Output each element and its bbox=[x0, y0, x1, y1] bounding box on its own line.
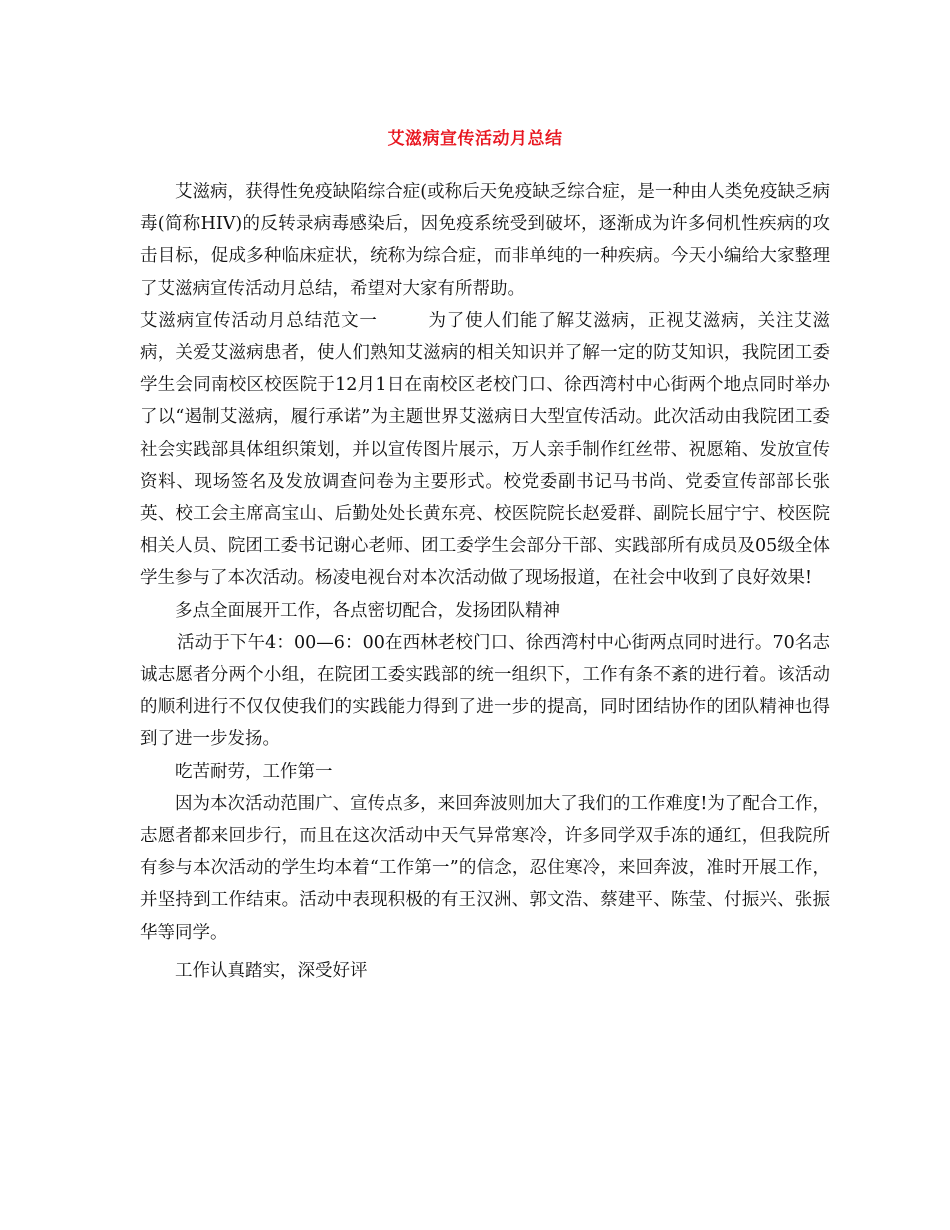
section2-body: 因为本次活动范围广、宣传点多，来回奔波则加大了我们的工作难度!为了配合工作，志愿者都来回步行，而且在这次活动中天气异常寒冷，许多同学双手冻的通红，但我院所有参与本次活动的学生均本着“工作第一”的信念，忍住寒冷，来回奔波，准时开展工作，并坚持到工作结束。活动中表现积极的有王汉洲、郭文浩、蔡建平、陈莹、付振兴、张振华等同学。 bbox=[140, 793, 830, 943]
section2-heading: 吃苦耐劳，工作第一 bbox=[175, 761, 333, 782]
section1-body: 活动于下午4：00—6：00在西林老校门口、徐西湾村中心街两点同时进行。70名志诚志愿者分两个小组，在院团工委实践部的统一组织下，工作有条不紊的进行着。该活动的顺利进行不仅仅使我们的实践能力得到了进一步的提高，同时团结协作的团队精神也得到了进一步发扬。 bbox=[140, 632, 830, 750]
sample-body: 为了使人们能了解艾滋病，正视艾滋病，关注艾滋病，关爱艾滋病患者，使人们熟知艾滋病的相关知识并了解一定的防艾知识，我院团工委学生会同南校区校医院于12月1日在南校区老校门口、徐西湾村中心街两个地点同时举办了以“遏制艾滋病，履行承诺”为主题世界艾滋病日大型宣传活动。此次活动由我院团工委社会实践部具体组织策划，并以宣传图片展示，万人亲手制作红丝带、祝愿箱、发放宣传资料、现场签名及发放调查问卷为主要形式。校党委副书记马书尚、党委宣传部部长张英、校工会主席高宝山、后勤处处长黄东亮、校医院院长赵爱群、副院长屈宁宁、校医院相关人员、院团工委书记谢心老师、团工委学生会部分干部、实践部所有成员及05级全体学生参与了本次活动。杨凌电视台对本次活动做了现场报道，在社会中收到了良好效果! bbox=[140, 310, 831, 589]
section1-heading: 多点全面展开工作，各点密切配合，发扬团队精神 bbox=[175, 600, 560, 621]
sample-paragraph bbox=[140, 305, 830, 595]
document-body bbox=[140, 176, 830, 987]
sample-heading: 艾滋病宣传活动月总结范文一 bbox=[140, 310, 378, 331]
document-title: 艾滋病宣传活动月总结 bbox=[387, 129, 563, 149]
section3-heading: 工作认真踏实，深受好评 bbox=[175, 960, 368, 981]
intro-paragraph: 艾滋病，获得性免疫缺陷综合症(或称后天免疫缺乏综合症，是一种由人类免疫缺乏病毒(简称HIV)的反转录病毒感染后，因免疫系统受到破坏，逐渐成为许多伺机性疾病的攻击目标，促成多种临床症状，统称为综合症，而非单纯的一种疾病。今天小编给大家整理了艾滋病宣传活动月总结，希望对大家有所帮助。 bbox=[140, 182, 830, 299]
